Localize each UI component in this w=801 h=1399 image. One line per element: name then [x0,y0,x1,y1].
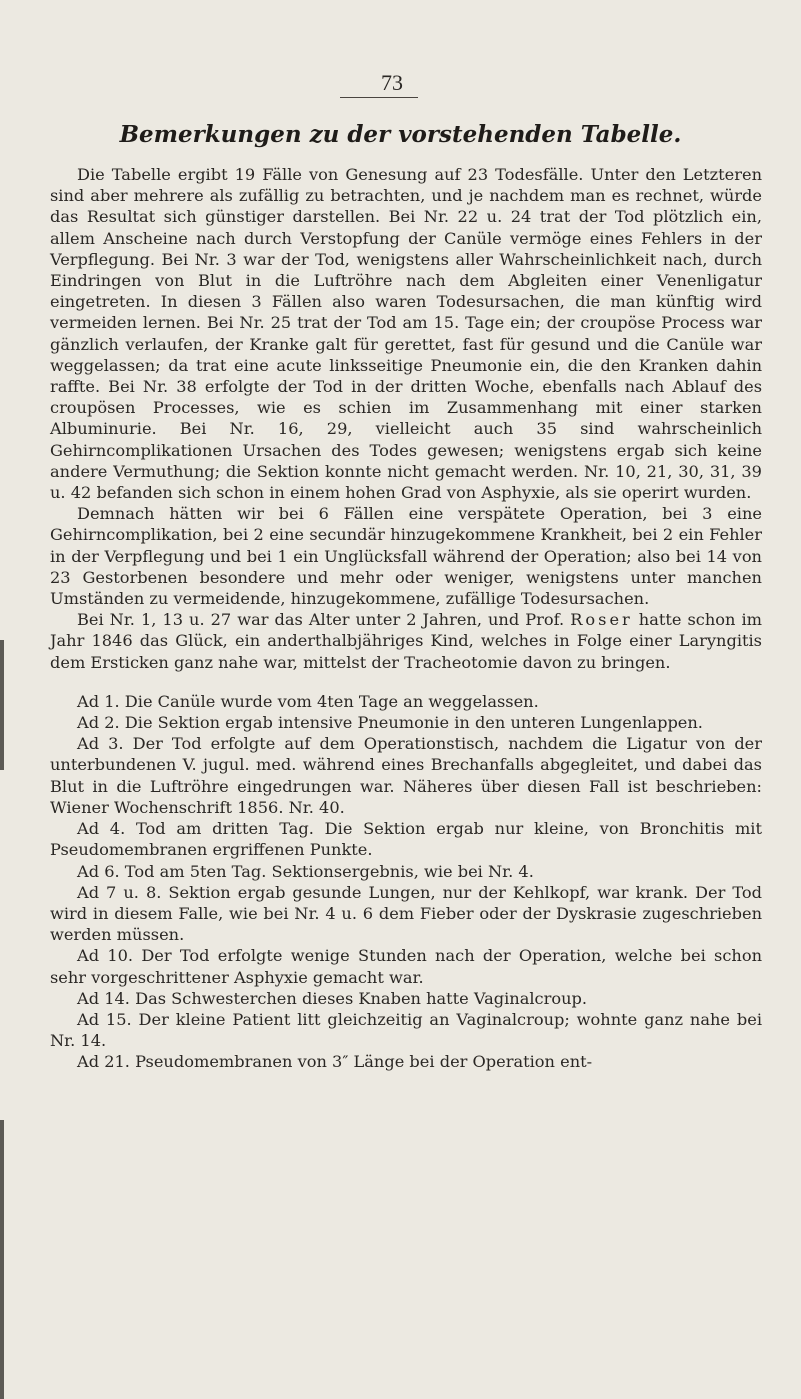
note-ad-4: Ad 4. Tod am dritten Tag. Die Sektion ergab nur kleine, von Bronchitis mit Pseudomembranen ergriffenen Punkte. [50,819,762,860]
note-ad-2: Ad 2. Die Sektion ergab intensive Pneumonie in den unteren Lungenlappen. [77,713,703,733]
paragraph-age-end: hatte schon im Jahr 1846 das Glück, ein anderthalbjähriges Kind, welches in Folge einer Laryngitis dem Ersticken ganz nahe war, mittelst der Tracheotomie davon zu bringen. [50,610,762,672]
paragraph-conclusion: Demnach hätten wir bei 6 Fällen eine verspätete Operation, bei 3 eine Gehirncomplikation, bei 2 eine secundär hinzugekommene Krankheit, bei 2 ein Fehler in der Verpflegung und bei 1 ein Unglücksfall während der Operation; also bei 14 von 23 Gestorbenen besondere und mehr oder weniger, wenigstens unter manchen Umständen zu vermeidende, hinzugekommene, zufällige Todesursachen. [50,504,762,609]
note-ad-7-8: Ad 7 u. 8. Sektion ergab gesunde Lungen, nur der Kehlkopf, war krank. Der Tod wird in diesem Falle, wie bei Nr. 4 u. 6 dem Fieber oder der Dyskrasie zugeschrieben werden müssen. [50,882,762,945]
page-number: 73 [381,70,403,95]
note-ad-14: Ad 14. Das Schwesterchen dieses Knaben hatte Vaginalcroup. [77,988,588,1008]
scan-edge-top [0,640,4,770]
note-ad-6: Ad 6. Tod am 5ten Tag. Sektionsergebnis, wie bei Nr. 4. [77,861,534,881]
body-text [50,164,762,1073]
note-ad-15: Ad 15. Der kleine Patient litt gleichzeitig an Vaginalcroup; wohnte ganz nahe bei Nr. 14. [50,1009,762,1051]
person-name: Roser [570,610,633,630]
paragraph-age [50,609,762,673]
paragraph-summary: Die Tabelle ergibt 19 Fälle von Genesung auf 23 Todesfälle. Unter den Letzteren sind aber mehrere als zufällig zu betrachten, und je nachdem man es rechnet, würde das Resultat sich günstiger darstellen. Bei Nr. 22 u. 24 trat der Tod plötzlich ein, allem Anscheine nach durch Verstopfung der Canüle vermöge eines Fehlers in der Verpflegung. Bei Nr. 3 war der Tod, wenigstens aller Wahrscheinlichkeit nach, durch Eindringen von Blut in die Luftröhre nach dem Abgleiten einer Venenligatur eingetreten. In diesen 3 Fällen also waren Todesursachen, die man künftig wird vermeiden lernen. Bei Nr. 25 trat der Tod am 15. Tage ein; der croupöse Process war gänzlich verlaufen, der Kranke galt für gerettet, fast für gesund und die Canüle war weggelassen; da trat eine acute linksseitige Pneumonie ein, die den Kranken dahin raffte. Bei Nr. 38 erfolgte der Tod in der dritten Woche, ebenfalls nach Ablauf des croupösen Processes, wie es schien im Zusammenhang mit einer starken Albuminurie. Bei Nr. 16, 29, vielleicht auch 35 sind wahrscheinlich Gehirncomplikationen Ursachen des Todes gewesen; wenigstens ergab sich keine andere Vermuthung; die Sektion konnte nicht gemacht werden. Nr. 10, 21, 30, 31, 39 u. 42 befanden sich schon in einem hohen Grad von Asphyxie, als sie operirt wurden. [50,165,762,503]
page-number-underline [340,97,418,98]
scan-edge-bottom [0,1120,4,1399]
section-gap [50,673,762,691]
note-ad-21: Ad 21. Pseudomembranen von 3″ Länge bei der Operation ent- [77,1052,593,1072]
section-heading: Bemerkungen zu der vorstehenden Tabelle. [119,121,682,148]
note-ad-1: Ad 1. Die Canüle wurde vom 4ten Tage an weggelassen. [77,691,539,711]
note-ad-3: Ad 3. Der Tod erfolgte auf dem Operationstisch, nachdem die Ligatur von der unterbundenen V. jugul. med. während eines Brechanfalls abgegleitet, und dabei das Blut in die Luftröhre eingedrungen war. Näheres über diesen Fall ist beschrieben: Wiener Wochenschrift 1856. Nr. 40. [50,734,762,817]
note-ad-10: Ad 10. Der Tod erfolgte wenige Stunden nach der Operation, welche bei schon sehr vorgeschrittener Asphyxie gemacht war. [50,946,762,987]
paragraph-age-start: Bei Nr. 1, 13 u. 27 war das Alter unter 2 Jahren, und Prof. [77,610,565,630]
